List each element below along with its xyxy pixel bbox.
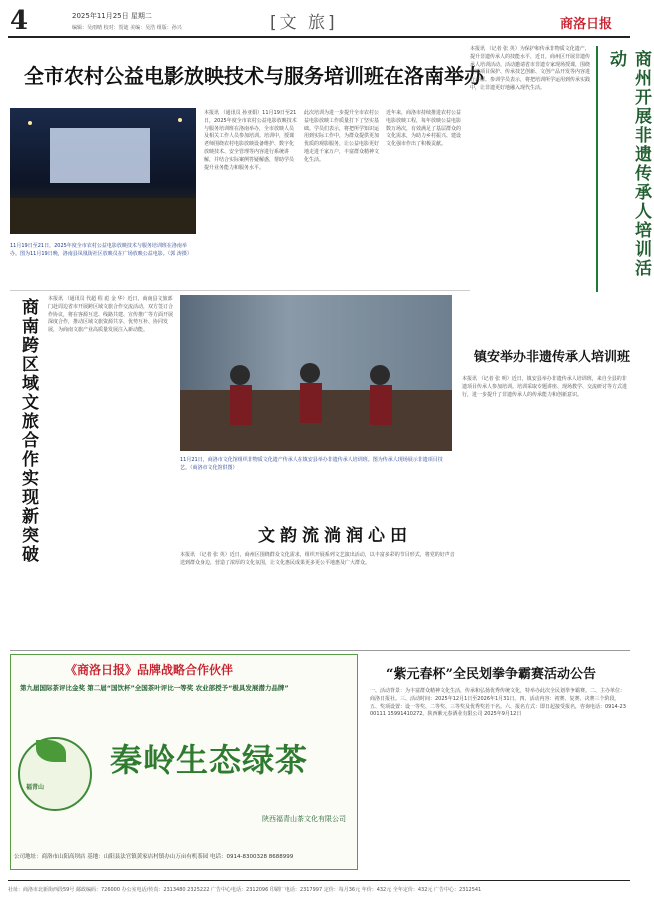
article3-title-box <box>10 296 44 650</box>
article5-body: 本报讯 （记者 张 英）近日，商州区围绕群众文化需求，组织开展系列文艺演出活动，以丰富多彩的节目形式，将党的好声音送到群众身边，营造了浓厚的文化氛围，让文化惠民成果更多更公平地惠及广大群众。 <box>180 552 455 566</box>
article4-title: 镇安举办非遗传承人培训班 <box>474 350 631 365</box>
ad-company: 陕西福青山茶文化有限公司 <box>262 815 346 823</box>
article2-body: 本报讯 （记者 张 英）为保护和传承非物质文化遗产，提升非遗传承人的技能水平，近日，商州区开展非遗传承人培训活动。活动邀请省市非遗专家现场授课，围绕非遗项目保护、传承技艺创新、文创产品开发等内容进行讲解。参训学员表示，将把培训所学运用到传承实践中，让非遗更好地融入现代生活。 <box>470 46 591 91</box>
article3-title: 商南跨区域文旅合作实现新突破 <box>18 298 38 564</box>
header-rule <box>8 36 630 38</box>
article1-photo-scene <box>10 108 196 234</box>
article4-body: 本报讯 （记者 张 明）近日，镇安县举办非遗传承人培训班，来自全县的非遗项目传承人参加培训。培训采取专题讲座、现场教学、交流研讨等方式进行，进一步提升了非遗传承人的传承能力和创新意识。 <box>462 376 628 398</box>
ad-logo-name: 福青山 <box>26 784 45 791</box>
announcement-title: “紫元春杯”全民划拳争霸赛活动公告 <box>386 667 596 682</box>
article5-title: 文韵流淌润心田 <box>258 526 412 546</box>
page-footer: 社址：商洛市北新街西段59号 邮政编码：726000 办公室电话/传真：2313480 2325222 广告中心电话：2312096 印刷厂电话：2317997 定价：每月36元 年价：432元 全年定价：432元 广告中心：2312541 <box>8 887 482 893</box>
footer-rule <box>8 880 630 881</box>
article1-body-col3: 近年来，商洛市持续推进农村公益电影放映工程，每年放映公益电影数万场次，有效满足了基层群众的文化需求，为助力乡村振兴、建设文化强市作出了积极贡献。 <box>386 110 462 148</box>
ad-awards: 第九届国际茶评比金奖 第二届“国饮杯”全国茶叶评比一等奖 农业部授予“极具发展潜力品牌” <box>20 684 289 692</box>
editor-credits: 编辑：吴雨晴 校对：贺迪 美编：吴浩 组版：孙兴 <box>72 25 182 31</box>
article1-headline: 全市农村公益电影放映技术与服务培训班在洛南举办 <box>24 64 484 88</box>
article4-photo-scene <box>180 295 452 451</box>
article2-title-box <box>596 46 651 292</box>
article1-body-col2: 此次培训为进一步提升全市农村公益电影放映工作质量打下了坚实基础。学员们表示，将把所学知识运用到实际工作中，为群众提供更加优质的观影服务，让公益电影更好地走进千家万户，丰富群众精神文化生活。 <box>304 110 380 163</box>
article4-photo <box>180 295 452 451</box>
page-number: 4 <box>10 6 29 36</box>
section-label: [文 旅] <box>270 13 338 33</box>
divider <box>10 290 470 291</box>
article1-photo <box>10 108 196 234</box>
ad-contact: 公司地址：商洛市山阳高坝店 基地：山阳县法官镇黄家店村镇办山万亩有机茶园 电话：0914-8300328 8688999 <box>14 854 294 860</box>
article4-caption: 11月21日，商洛市文化馆组织非物质文化遗产传承人在镇安县举办非遗传承人培训班。图为传承人现场展示非遗项目技艺。（商洛市文化馆供图） <box>180 457 443 471</box>
article1-body-col1: 本报讯 （通讯员 孙亚娟）11月19日至21日，2025年度全市农村公益电影放映技术与服务培训班在洛南举办，全市放映人员及相关工作人员参加培训。培训中，授课老师围绕农村电影放映设备维护、数字化放映技术、安全管理等内容进行系统讲解，并结合实际案例答疑解惑，帮助学员提升业务能力和服务水平。 <box>204 110 297 171</box>
newspaper-logo: 商洛日报 <box>560 17 613 32</box>
article1-caption: 11月19日至21日，2025年度全市农村公益电影放映技术与服务培训班在洛南举办。图为11月19日晚，洛南县凤凰街社区放映员在广场放映公益电影。（郭 涛摄） <box>10 243 192 257</box>
article2-title: 商州开展非遗传承人培训活动 <box>606 50 651 278</box>
divider-lower <box>10 650 630 651</box>
article3-body: 本报讯 （通讯员 代超 程 彪 金 华）近日，商南县文旅部门赴周边省市开展跨区域文旅合作交流活动，双方签订合作协议，将在客源互送、线路共建、宣传推广等方面开展深度合作，推动区域文旅资源共享、优势互补、协同发展，为商南文旅产业高质量发展注入新动能。 <box>48 296 174 334</box>
announcement-body: 一、活动背景：为丰富群众精神文化生活，传承和弘扬优秀传统文化，特举办此次全民划拳争霸赛。二、主办单位：商洛日报社。三、活动时间：2025年12月1日至2026年1月31日。四、活动内容：初赛、复赛、决赛三个阶段。五、奖项设置：设一等奖、二等奖、三等奖及优秀奖若干名。六、报名方式：即日起接受报名，咨询电话：0914-2300111 15991410272。陕西紫元春酒业有限公司 2025年9月12日 <box>370 688 626 718</box>
ad-brand-slogan: 秦岭生态绿茶 <box>110 741 309 779</box>
ad-title: 《商洛日报》品牌战略合作伙伴 <box>65 663 234 677</box>
issue-date: 2025年11月25日 星期二 <box>72 12 152 20</box>
